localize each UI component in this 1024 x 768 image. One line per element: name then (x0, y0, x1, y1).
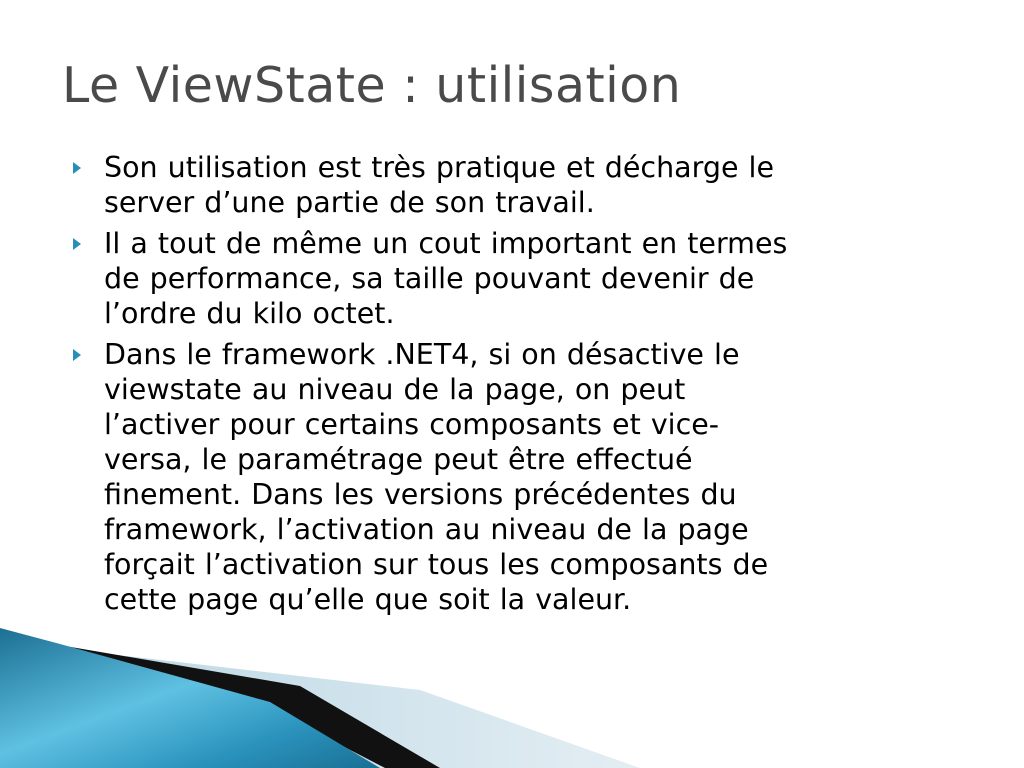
bullet-line: forçait l’activation sur tous les composants de (104, 548, 769, 581)
triangle-right-icon (72, 150, 104, 185)
decor-blue-wedge (0, 628, 380, 768)
bullet-line: cette page qu’elle que soit la valeur. (104, 583, 632, 616)
bullet-line: Dans le framework .NET4, si on désactive le (104, 338, 740, 371)
bullet-text (104, 150, 774, 220)
bullet-line: l’ordre du kilo octet. (104, 297, 395, 330)
bullet-line: Il a tout de même un cout important en termes (104, 227, 788, 260)
bullet-line: versa, le paramétrage peut être effectué (104, 443, 693, 476)
decor-pale-band (40, 646, 640, 768)
bullet-line: l’activer pour certains composants et vice- (104, 408, 720, 441)
bullet-list (72, 150, 972, 623)
decorative-wave (0, 628, 1024, 768)
bullet-item (72, 150, 972, 220)
bullet-line: framework, l’activation au niveau de la page (104, 513, 749, 546)
bullet-text (104, 226, 787, 331)
decor-black-stripe (30, 640, 440, 768)
bullet-line: server d’une partie de son travail. (104, 186, 595, 219)
bullet-line: viewstate au niveau de la page, on peut (104, 373, 686, 406)
bullet-text (104, 337, 768, 617)
bullet-item (72, 226, 972, 331)
slide-title: Le ViewState : utilisation (62, 57, 682, 114)
bullet-line: Son utilisation est très pratique et décharge le (104, 151, 774, 184)
triangle-right-icon (72, 226, 104, 261)
bullet-item (72, 337, 972, 617)
bullet-line: finement. Dans les versions précédentes du (104, 478, 737, 511)
bullet-line: de performance, sa taille pouvant devenir de (104, 262, 755, 295)
triangle-right-icon (72, 337, 104, 372)
